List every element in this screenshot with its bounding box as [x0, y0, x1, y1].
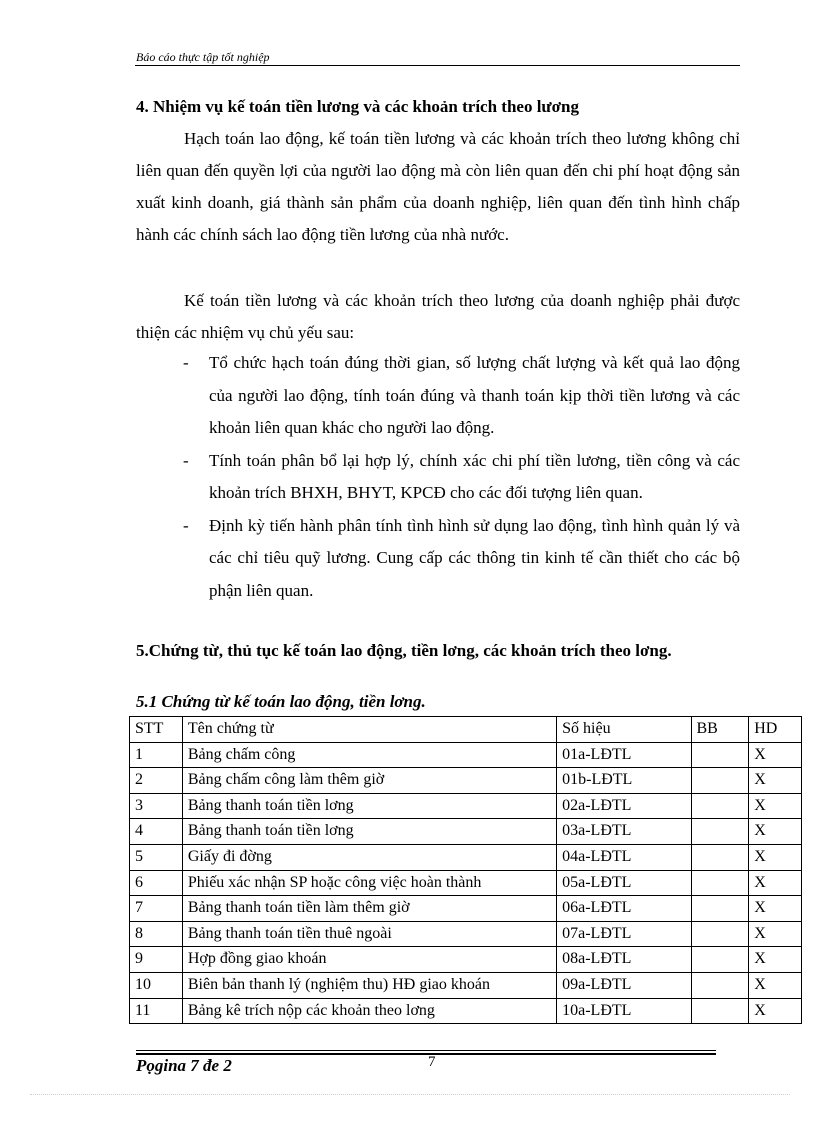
- table-row: [130, 742, 802, 768]
- header-code: Số hiệu: [557, 717, 691, 743]
- cell-stt: 11: [130, 998, 183, 1024]
- cell-code: 08a-LĐTL: [557, 947, 691, 973]
- cell-name: Biên bản thanh lý (nghiệm thu) HĐ giao khoán: [182, 972, 556, 998]
- table-row: [130, 870, 802, 896]
- dash-marker: -: [183, 515, 189, 535]
- cell-name: Bảng kê trích nộp các khoản theo lơng: [182, 998, 556, 1024]
- cell-name: Phiếu xác nhận SP hoặc công việc hoàn thành: [182, 870, 556, 896]
- cell-name: Bảng thanh toán tiền làm thêm giờ: [182, 896, 556, 922]
- cell-code: 06a-LĐTL: [557, 896, 691, 922]
- cell-stt: 3: [130, 793, 183, 819]
- table-row: [130, 947, 802, 973]
- cell-bb: [691, 870, 749, 896]
- cell-code: 01b-LĐTL: [557, 768, 691, 794]
- footer-rule-thick: [136, 1053, 716, 1055]
- table-row: [130, 793, 802, 819]
- cell-hd: X: [749, 793, 802, 819]
- dash-marker: -: [183, 353, 189, 372]
- cell-bb: [691, 998, 749, 1024]
- cell-hd: X: [749, 819, 802, 845]
- cell-hd: X: [749, 768, 802, 794]
- table-row: [130, 896, 802, 922]
- list-item-text: Định kỳ tiến hành phân tính tình hình sử dụng lao động, tình hình quản lý và các chỉ tiêu quỹ lương. Cung cấp các thông tin kinh tế cần thiết cho các bộ phận liên quan.: [209, 515, 740, 600]
- cell-stt: 1: [130, 742, 183, 768]
- section-4-paragraph-1: Hạch toán lao động, kế toán tiền lương và các khoản trích theo lương không chỉ liên quan đến quyền lợi của người lao động mà còn liên quan đến chi phí hoạt động sản xuất kinh doanh, giá thành sản phẩm của doanh nghiệp, liên quan đến tình hình chấp hành các chính sách lao động tiền lương của nhà nước.: [136, 129, 740, 244]
- cell-code: 02a-LĐTL: [557, 793, 691, 819]
- duties-list: [183, 347, 740, 607]
- cell-bb: [691, 896, 749, 922]
- cell-bb: [691, 972, 749, 998]
- cell-stt: 6: [130, 870, 183, 896]
- cell-stt: 5: [130, 844, 183, 870]
- cell-name: Hợp đồng giao khoán: [182, 947, 556, 973]
- cell-name: Bảng chấm công làm thêm giờ: [182, 768, 556, 794]
- table-header-row: [130, 717, 802, 743]
- table-row: [130, 768, 802, 794]
- cell-bb: [691, 742, 749, 768]
- cell-hd: X: [749, 921, 802, 947]
- cell-code: 09a-LĐTL: [557, 972, 691, 998]
- list-item: [183, 445, 740, 510]
- cell-bb: [691, 793, 749, 819]
- footer-page-label: Pọgina 7 đe 2: [136, 1056, 232, 1075]
- table-row: [130, 844, 802, 870]
- list-item: [183, 347, 740, 445]
- cell-bb: [691, 921, 749, 947]
- cell-name: Bảng thanh toán tiền lơng: [182, 819, 556, 845]
- dash-marker: -: [183, 450, 189, 470]
- running-header: Báo cáo thực tập tốt nghiệp: [136, 50, 270, 64]
- cell-name: Bảng chấm công: [182, 742, 556, 768]
- cell-name: Bảng thanh toán tiền lơng: [182, 793, 556, 819]
- cell-hd: X: [749, 972, 802, 998]
- cell-stt: 4: [130, 819, 183, 845]
- cell-bb: [691, 819, 749, 845]
- table-row: [130, 921, 802, 947]
- list-item-text: Tổ chức hạch toán đúng thời gian, số lượng chất lượng và kết quả lao động của người lao động, tính toán đúng và thanh toán kịp thời tiền lương và các khoản liên quan khác cho người lao động.: [209, 353, 740, 437]
- cell-bb: [691, 768, 749, 794]
- page-edge: [30, 1094, 790, 1095]
- footer-rule: [136, 1050, 716, 1051]
- cell-name: Giấy đi đờng: [182, 844, 556, 870]
- header-name: Tên chứng từ: [182, 717, 556, 743]
- section-4-heading: 4. Nhiệm vụ kế toán tiền lương và các khoản trích theo lương: [136, 97, 579, 116]
- cell-hd: X: [749, 742, 802, 768]
- header-bb: BB: [691, 717, 749, 743]
- cell-stt: 2: [130, 768, 183, 794]
- table-row: [130, 972, 802, 998]
- section-5-heading: 5.Chứng từ, thủ tục kế toán lao động, tiền lơng, các khoản trích theo lơng.: [136, 641, 672, 660]
- cell-bb: [691, 844, 749, 870]
- cell-hd: X: [749, 844, 802, 870]
- cell-name: Bảng thanh toán tiền thuê ngoài: [182, 921, 556, 947]
- section-5-1-heading: 5.1 Chứng từ kế toán lao động, tiền lơng.: [136, 692, 426, 711]
- header-stt: STT: [130, 717, 183, 743]
- cell-code: 05a-LĐTL: [557, 870, 691, 896]
- cell-hd: X: [749, 896, 802, 922]
- cell-code: 04a-LĐTL: [557, 844, 691, 870]
- documents-table: [129, 716, 802, 1024]
- cell-code: 07a-LĐTL: [557, 921, 691, 947]
- cell-hd: X: [749, 998, 802, 1024]
- header-rule: [135, 65, 740, 66]
- table-row: [130, 998, 802, 1024]
- page-number: 7: [428, 1054, 436, 1070]
- cell-stt: 10: [130, 972, 183, 998]
- cell-hd: X: [749, 870, 802, 896]
- table-row: [130, 819, 802, 845]
- cell-code: 10a-LĐTL: [557, 998, 691, 1024]
- cell-bb: [691, 947, 749, 973]
- list-item: [183, 510, 740, 608]
- header-hd: HD: [749, 717, 802, 743]
- cell-hd: X: [749, 947, 802, 973]
- cell-stt: 7: [130, 896, 183, 922]
- cell-stt: 9: [130, 947, 183, 973]
- section-4-paragraph-2: Kế toán tiền lương và các khoản trích theo lương của doanh nghiệp phải được thiện các nhiệm vụ chủ yếu sau:: [136, 291, 740, 342]
- cell-code: 01a-LĐTL: [557, 742, 691, 768]
- cell-code: 03a-LĐTL: [557, 819, 691, 845]
- list-item-text: Tính toán phân bổ lại hợp lý, chính xác chi phí tiền lương, tiền công và các khoản trích BHXH, BHYT, KPCĐ cho các đối tượng liên quan.: [209, 450, 740, 502]
- cell-stt: 8: [130, 921, 183, 947]
